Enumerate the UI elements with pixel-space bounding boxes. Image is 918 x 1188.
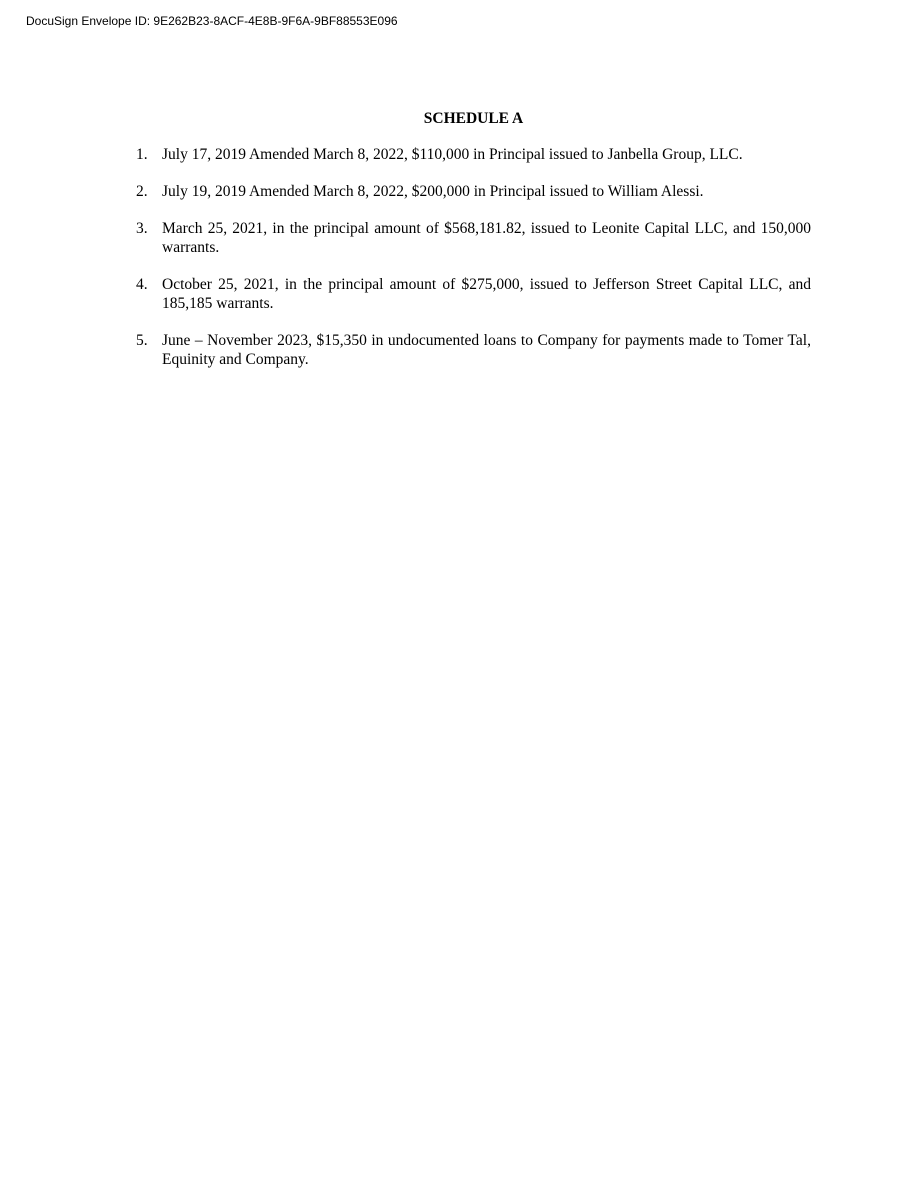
item-text: March 25, 2021, in the principal amount of $568,181.82, issued to Leonite Capital LLC, and 150,000 warrants. [162,220,811,256]
schedule-document [136,109,811,387]
item-text: June – November 2023, $15,350 in undocumented loans to Company for payments made to Tomer Tal, Equinity and Company. [162,332,811,368]
docusign-envelope-id: DocuSign Envelope ID: 9E262B23-8ACF-4E8B-9F6A-9BF88553E096 [26,14,398,28]
item-number: 5. [136,332,148,349]
schedule-item-2 [136,182,811,201]
item-number: 2. [136,183,148,200]
schedule-item-4 [136,275,811,313]
item-text: July 17, 2019 Amended March 8, 2022, $110,000 in Principal issued to Janbella Group, LLC. [162,146,743,163]
schedule-item-1 [136,145,811,164]
schedule-title: SCHEDULE A [423,110,524,127]
item-number: 4. [136,276,148,293]
item-text: October 25, 2021, in the principal amount of $275,000, issued to Jefferson Street Capital LLC, and 185,185 warrants. [162,276,811,312]
item-text: July 19, 2019 Amended March 8, 2022, $200,000 in Principal issued to William Alessi. [162,183,704,200]
schedule-list [136,145,811,369]
item-number: 1. [136,146,148,163]
schedule-item-3 [136,219,811,257]
schedule-item-5 [136,331,811,369]
item-number: 3. [136,220,148,237]
